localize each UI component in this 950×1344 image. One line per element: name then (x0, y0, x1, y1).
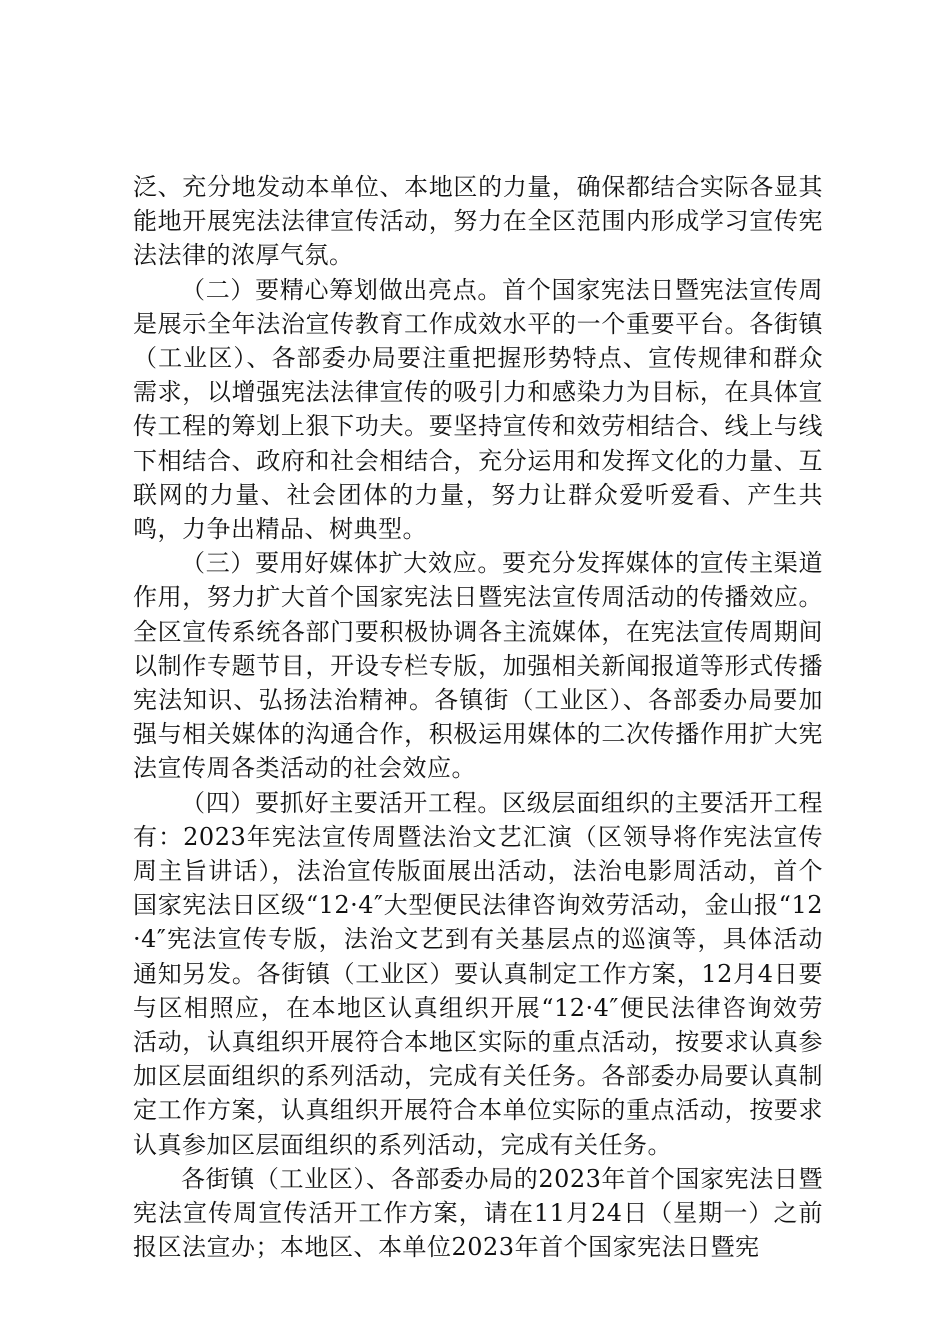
paragraph-item-3: （三）要用好媒体扩大效应。要充分发挥媒体的宣传主渠道作用，努力扩大首个国家宪法日暨宪法宣传周活动的传播效应。全区宣传系统各部门要积极协调各主流媒体，在宪法宣传周期间以制作专题节目，开设专栏专版，加强相关新闻报道等形式传播宪法知识、弘扬法治精神。各镇街（工业区）、各部委办局要加强与相关媒体的沟通合作，积极运用媒体的二次传播作用扩大宪法宣传周各类活动的社会效应。 (133, 549, 823, 783)
paragraph-continuation: 泛、充分地发动本单位、本地区的力量，确保都结合实际各显其能地开展宪法法律宣传活动，努力在全区范围内形成学习宣传宪法法律的浓厚气氛。 (133, 173, 823, 270)
paragraph-item-4: （四）要抓好主要活开工程。区级层面组织的主要活开工程有：2023年宪法宣传周暨法治文艺汇演（区领导将作宪法宣传周主旨讲话），法治宣传版面展出活动，法治电影周活动，首个国家宪法日区级“12·4″大型便民法律咨询效劳活动，金山报“12·4″宪法宣传专版，法治文艺到有关基层点的巡演等，具体活动通知另发。各街镇（工业区）要认真制定工作方案，12月4日要与区相照应，在本地区认真组织开展“12·4″便民法律咨询效劳活动，认真组织开展符合本地区实际的重点活动，按要求认真参加区层面组织的系列活动，完成有关任务。各部委办局要认真制定工作方案，认真组织开展符合本单位实际的重点活动，按要求认真参加区层面组织的系列活动，完成有关任务。 (133, 788, 823, 1159)
paragraph-item-2: （二）要精心筹划做出亮点。首个国家宪法日暨宪法宣传周是展示全年法治宣传教育工作成效水平的一个重要平台。各街镇（工业区）、各部委办局要注重把握形势特点、宣传规律和群众需求，以增强宪法法律宣传的吸引力和感染力为目标，在具体宣传工程的筹划上狠下功夫。要坚持宣传和效劳相结合、线上与线下相结合、政府和社会相结合，充分运用和发挥文化的力量、互联网的力量、社会团体的力量，努力让群众爱听爱看、产生共鸣，力争出精品、树典型。 (133, 275, 823, 544)
document-body (133, 170, 823, 1265)
paragraph-closing: 各街镇（工业区）、各部委办局的2023年首个国家宪法日暨宪法宣传周宣传活开工作方案，请在11月24日（星期一）之前报区法宣办；本地区、本单位2023年首个国家宪法日暨宪 (133, 1164, 823, 1262)
